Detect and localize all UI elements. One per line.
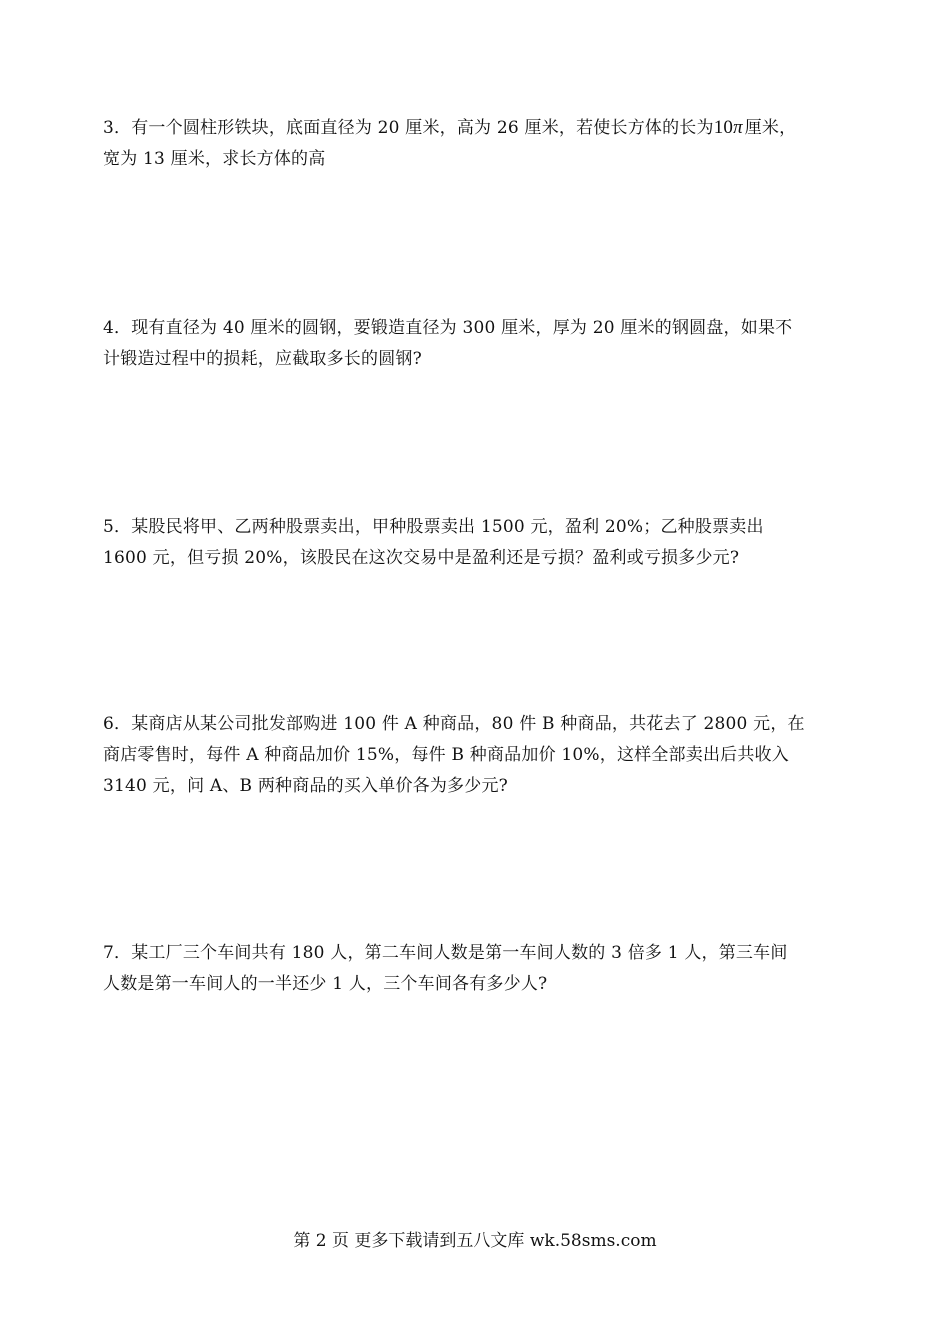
problem-7	[103, 938, 855, 1000]
problem-3-line-1	[103, 112, 855, 144]
problem-4-line-2: 计锻造过程中的损耗，应截取多长的圆钢?	[103, 349, 422, 369]
problem-5-line-2: 1600 元，但亏损 20%，该股民在这次交易中是盈利还是亏损？盈利或亏损多少元?	[103, 548, 740, 568]
problem-7-line-2: 人数是第一车间人的一半还少 1 人，三个车间各有多少人?	[103, 974, 548, 994]
problem-7-line-1: 7．某工厂三个车间共有 180 人，第二车间人数是第一车间人数的 3 倍多 1 人，第三车间	[103, 943, 788, 963]
page-footer: 第 2 页 更多下载请到五八文库 wk.58sms.com	[293, 1231, 657, 1251]
problem-6-line-2: 商店零售时，每件 A 种商品加价 15%，每件 B 种商品加价 10%，这样全部卖出后共收入	[103, 745, 789, 765]
problem-5-line-1: 5．某股民将甲、乙两种股票卖出，甲种股票卖出 1500 元，盈利 20%；乙种股票卖出	[103, 517, 764, 537]
problem-6	[103, 709, 855, 802]
pi-symbol: π	[733, 117, 743, 138]
problem-3-line-2: 宽为 13 厘米，求长方体的高	[103, 149, 326, 169]
problem-3	[103, 112, 855, 175]
problem-4-line-1: 4．现有直径为 40 厘米的圆钢，要锻造直径为 300 厘米，厚为 20 厘米的钢圆盘，如果不	[103, 318, 793, 338]
problem-4	[103, 313, 855, 375]
problem-5	[103, 512, 855, 574]
problem-6-line-3: 3140 元，问 A、B 两种商品的买入单价各为多少元?	[103, 776, 508, 796]
math-10-pi: 10π	[713, 117, 743, 138]
problem-6-line-1: 6．某商店从某公司批发部购进 100 件 A 种商品，80 件 B 种商品，共花去了 2800 元，在	[103, 714, 805, 734]
problem-3-line-1-tail: 厘米，	[744, 118, 797, 138]
problem-3-line-1-text: 3．有一个圆柱形铁块，底面直径为 20 厘米，高为 26 厘米，若使长方体的长为	[103, 118, 714, 138]
